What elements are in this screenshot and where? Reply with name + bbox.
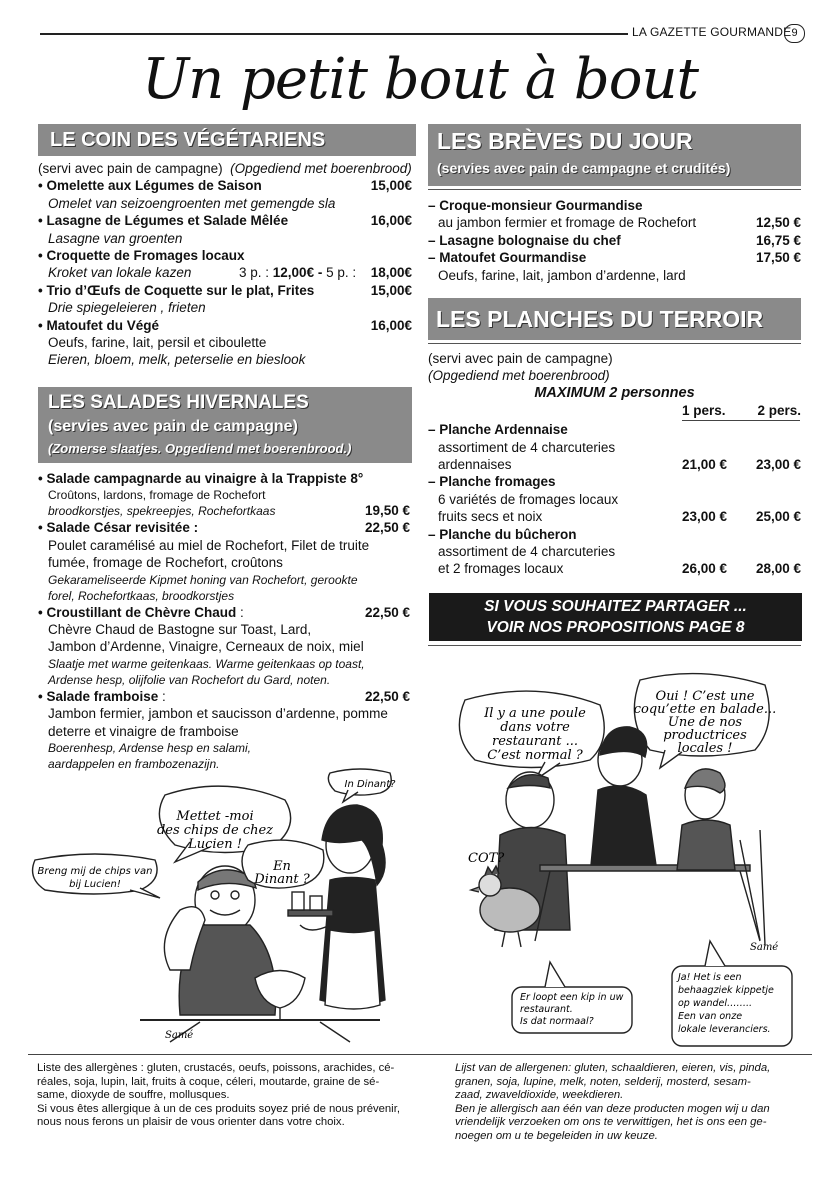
publication-name: LA GAZETTE GOURMANDE xyxy=(632,25,792,39)
allergen-line: Ben je allergisch aan één van deze producten mogen wij u dan xyxy=(455,1102,770,1115)
divider xyxy=(428,645,801,646)
caption-text: op wandel…….. xyxy=(678,998,753,1009)
allergen-line: granen, soja, lupine, melk, noten, selderij, mosterd, sesam- xyxy=(455,1075,751,1088)
allergen-line: same, dioxyde de souffre, mollusques. xyxy=(37,1089,230,1102)
allergen-line: Si vous êtes allergique à un de ces produits soyez prié de nous prévenir, xyxy=(37,1102,400,1115)
allergen-line: réales, soja, lupin, lait, fruits à coque, céleri, moutarde, graine de sé- xyxy=(37,1075,380,1088)
divider xyxy=(428,189,801,190)
chicken-sound: COT? xyxy=(468,851,505,866)
vegetarian-heading: LE COIN DES VÉGÉTARIENS xyxy=(38,124,416,156)
salads-subheading-nl: (Zomerse slaatjes. Opgediend met boerenbrood.) xyxy=(48,441,352,456)
caption-text: Ja! Het is een xyxy=(678,972,742,983)
col-2-pers: 2 pers. xyxy=(757,403,801,419)
menu-item: – Planche fromages xyxy=(428,474,556,490)
item-description: Croûtons, lardons, fromage de Rochefort xyxy=(48,488,266,503)
salads-subheading: (servies avec pain de campagne) xyxy=(48,418,298,435)
item-translation: aardappelen en frambozenazijn. xyxy=(48,757,220,772)
item-translation: Omelet van seizoengroenten met gemengde sla xyxy=(48,195,336,211)
allergen-line: noegen om u te begeleiden in uw keuze. xyxy=(455,1129,658,1142)
item-description: Poulet caramélisé au miel de Rochefort, Filet de truite xyxy=(48,537,370,553)
breves-heading: LES BRÈVES DU JOUR xyxy=(437,128,693,154)
bubble-text: Il y a une poule xyxy=(484,706,586,721)
salads-heading: LES SALADES HIVERNALES xyxy=(48,392,309,413)
bubble-text: productrices xyxy=(663,728,747,743)
page-number: 9 xyxy=(784,24,805,43)
bubble-text: coqu’ette en balade... xyxy=(633,702,777,717)
page-title: Un petit bout à bout xyxy=(141,47,699,112)
bubble-text: dans votre xyxy=(500,720,570,735)
item-translation: Gekarameliseerde Kipmet honing van Rochefort, gerookte xyxy=(48,572,358,587)
salads-section xyxy=(38,470,410,772)
share-banner xyxy=(429,593,802,641)
menu-item: • Matoufet du Végé 16,00€ xyxy=(38,317,412,333)
bubble-text: Mettet -moi xyxy=(176,809,254,824)
item-description: Oeufs, farine, lait, persil et ciboulette xyxy=(48,335,267,351)
artist-signature: Samé xyxy=(165,1030,194,1041)
caption-text: restaurant. xyxy=(520,1004,573,1015)
allergen-line: Liste des allergènes : gluten, crustacés, oeufs, poissons, arachides, cé- xyxy=(37,1062,395,1074)
menu-item: • Trio d’Œufs de Coquette sur le plat, Frites 15,00€ xyxy=(38,282,412,298)
item-price-row: et 2 fromages locaux 26,00 € 28,00 € xyxy=(438,561,801,577)
share-line-2: VOIR NOS PROPOSITIONS PAGE 8 xyxy=(486,619,745,636)
menu-item: – Matoufet Gourmandise 17,50 € xyxy=(428,250,801,266)
bubble-text: Breng mij de chips van xyxy=(37,866,153,877)
artist-signature: Samé xyxy=(750,942,779,953)
bubble-text: In Dinant? xyxy=(344,779,396,790)
bubble-text: Une de nos xyxy=(667,715,743,730)
allergens-nl xyxy=(455,1062,805,1144)
bubble-text: des chips de chez xyxy=(156,823,274,838)
menu-item: • Omelette aux Légumes de Saison 15,00€ xyxy=(38,178,412,194)
menu-item: • Croquette de Fromages locaux xyxy=(38,248,245,264)
planches-intro-nl: (Opgediend met boerenbrood) xyxy=(428,368,610,384)
item-description: Jambon d’Ardenne, Vinaigre, Cerneaux de noix, miel xyxy=(48,639,364,655)
bubble-text: Lucien ! xyxy=(188,837,242,852)
item-description: Oeufs, farine, lait, jambon d’ardenne, lard xyxy=(438,267,686,283)
item-translation: broodkorstjes, spekreepjes, Rochefortkaas 19,50 € xyxy=(48,503,410,519)
item-description: fumée, fromage de Rochefort, croûtons xyxy=(48,555,283,571)
bubble-text: Oui ! C’est une xyxy=(655,689,755,704)
breves-heading-box xyxy=(428,124,801,186)
item-translation: Drie spiegeleieren , frieten xyxy=(48,300,206,316)
col-1-pers: 1 pers. xyxy=(682,403,726,419)
item-description: assortiment de 4 charcuteries xyxy=(438,544,616,560)
item-description: Jambon fermier, jambon et saucisson d’ardenne, pomme xyxy=(48,706,388,722)
breves-subheading: (servies avec pain de campagne et crudités) xyxy=(437,160,731,176)
menu-item: – Croque-monsieur Gourmandise xyxy=(428,198,643,213)
allergen-line: zaad, zwaveldioxide, weekdieren. xyxy=(455,1089,624,1102)
allergen-line: vriendelijk verzoeken om ons te verwittigen, het is ons een ge- xyxy=(455,1116,767,1129)
planches-heading: LES PLANCHES DU TERROIR xyxy=(428,298,801,340)
allergen-line: Lijst van de allergenen: gluten, schaaldieren, eieren, vis, pinda, xyxy=(455,1062,771,1074)
item-translation: Eieren, bloem, melk, peterselie en bieslook xyxy=(48,352,306,368)
caption-text: Is dat normaal? xyxy=(520,1016,594,1027)
salads-heading-box xyxy=(38,387,412,463)
item-translation: Slaatje met warme geitenkaas. Warme geitenkaas op toast, xyxy=(48,656,365,671)
allergen-line: nous nous ferons un plaisir de vous orienter dans votre choix. xyxy=(37,1116,345,1129)
planches-maximum: MAXIMUM 2 personnes xyxy=(534,384,695,401)
caption-text: Er loopt een kip in uw xyxy=(520,992,624,1003)
share-line-1: SI VOUS SOUHAITEZ PARTAGER ... xyxy=(484,598,747,615)
item-description: assortiment de 4 charcuteries xyxy=(438,439,616,455)
item-translation: forel, Rochefortkaas, broodkorstjes xyxy=(48,588,235,603)
item-price-row: ardennaises 21,00 € 23,00 € xyxy=(438,457,801,473)
planches-intro: (servi avec pain de campagne) xyxy=(428,351,613,366)
waitress-cartoon xyxy=(30,770,420,1045)
item-description: 6 variétés de fromages locaux xyxy=(438,491,619,507)
planches-column-headers xyxy=(428,402,801,421)
caption-text: Een van onze xyxy=(678,1011,743,1022)
breves-section xyxy=(428,197,801,284)
menu-item: • Lasagne de Légumes et Salade Mêlée 16,00€ xyxy=(38,213,412,229)
header-rule xyxy=(40,33,628,35)
chicken-cartoon xyxy=(450,660,810,1048)
item-description: Chèvre Chaud de Bastogne sur Toast, Lard, xyxy=(48,622,312,638)
item-description: deterre et vinaigre de framboise xyxy=(48,723,239,739)
bubble-text: En xyxy=(273,859,291,874)
menu-item: • Salade campagnarde au vinaigre à la Trappiste 8° xyxy=(38,471,364,486)
divider xyxy=(428,343,801,344)
allergens-fr xyxy=(37,1062,437,1130)
bubble-text: restaurant ... xyxy=(491,734,579,749)
caption-text: behaagziek kippetje xyxy=(678,985,774,996)
item-translation: Lasagne van groenten xyxy=(48,230,183,246)
item-description: au jambon fermier et fromage de Rochefort 12,50 € xyxy=(438,215,801,231)
caption-text: lokale leveranciers. xyxy=(678,1024,771,1035)
menu-item: – Planche du bûcheron xyxy=(428,526,577,542)
planches-section xyxy=(428,350,801,578)
croquette-options: Kroket van lokale kazen 3 p. : 12,00€ - 5 p. : 18,00€ xyxy=(48,265,412,281)
item-price-row: fruits secs et noix 23,00 € 25,00 € xyxy=(438,509,801,525)
item-translation: Boerenhesp, Ardense hesp en salami, xyxy=(48,741,252,756)
bubble-text: C’est normal ? xyxy=(487,748,583,763)
menu-item: • Salade César revisitée : 22,50 € xyxy=(38,520,410,536)
menu-item: – Lasagne bolognaise du chef 16,75 € xyxy=(428,232,801,248)
bubble-text: locales ! xyxy=(677,741,733,756)
vegetarian-section xyxy=(38,160,412,369)
menu-item: • Croustillant de Chèvre Chaud : 22,50 € xyxy=(38,604,410,620)
bubble-text: bij Lucien! xyxy=(69,879,121,890)
menu-item: – Planche Ardennaise xyxy=(428,421,801,438)
footer-rule xyxy=(28,1054,812,1055)
vegetarian-intro: (servi avec pain de campagne) (Opgediend met boerenbrood) xyxy=(38,161,412,176)
item-translation: Ardense hesp, olijfolie van Rochefort du Gard, noten. xyxy=(48,672,331,687)
menu-item: • Salade framboise : 22,50 € xyxy=(38,688,410,704)
bubble-text: Dinant ? xyxy=(254,872,310,887)
